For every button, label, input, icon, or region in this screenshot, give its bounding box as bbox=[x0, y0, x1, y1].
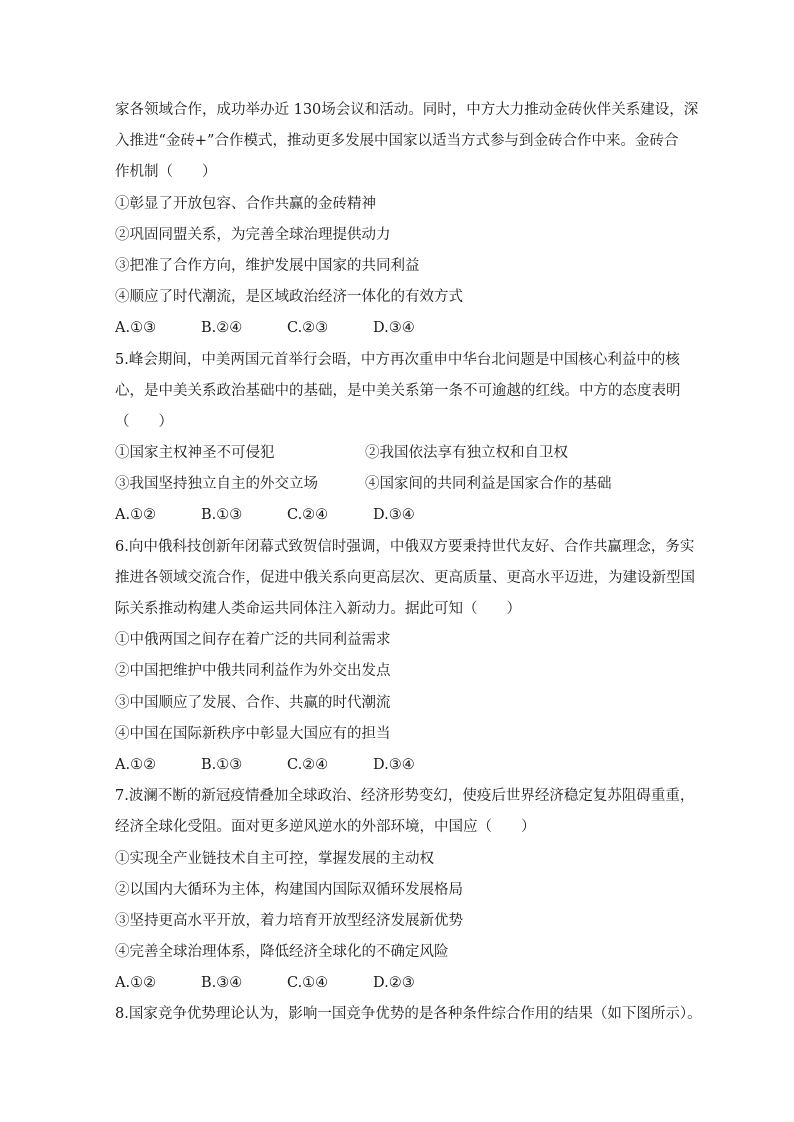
statement-1: ①中俄两国之间存在着广泛的共同利益需求 bbox=[115, 632, 391, 649]
question-6 bbox=[115, 532, 695, 782]
choice-c[interactable]: C.②③ bbox=[287, 320, 329, 337]
statement-3: ③坚持更高水平开放，着力培育开放型经济发展新优势 bbox=[115, 912, 463, 929]
statement-2: ②我国依法享有独立权和自卫权 bbox=[365, 445, 568, 462]
statement-2: ②中国把维护中俄共同利益作为外交出发点 bbox=[115, 663, 391, 680]
question-4 bbox=[115, 95, 699, 345]
question-stem-line: 6.向中俄科技创新年闭幕式致贺信时强调，中俄双方要秉持世代友好、合作共赢理念，务实 bbox=[115, 538, 695, 555]
statement-3: ③把准了合作方向，维护发展中国家的共同利益 bbox=[115, 257, 420, 274]
question-stem-line: 推进各领域交流合作，促进中俄关系向更高层次、更高质量、更高水平迈进，为建设新型国 bbox=[115, 569, 695, 586]
statement-4: ④顺应了时代潮流，是区域政治经济一体化的有效方式 bbox=[115, 289, 463, 306]
question-7 bbox=[115, 781, 695, 999]
statement-3: ③中国顺应了发展、合作、共赢的时代潮流 bbox=[115, 694, 391, 711]
question-stem-line: 7.波澜不断的新冠疫情叠加全球政治、经济形势变幻，使疫后世界经济稳定复苏阻碍重重， bbox=[115, 788, 695, 805]
question-stem-line: 心，是中美关系政治基础中的基础，是中美关系第一条不可逾越的红线。中方的态度表明 bbox=[115, 382, 681, 399]
choice-c[interactable]: C.②④ bbox=[287, 507, 329, 524]
question-stem-line: 入推进“金砖+”合作模式，推动更多发展中国家以适当方式参与到金砖合作中来。金砖合 bbox=[115, 133, 679, 150]
choice-d[interactable]: D.③④ bbox=[373, 756, 415, 773]
question-stem-line: 际关系推动构建人类命运共同体注入新动力。据此可知（ ） bbox=[115, 601, 521, 617]
question-stem-line: 经济全球化受阻。面对更多逆风逆水的外部环境，中国应（ ） bbox=[115, 819, 536, 836]
choice-a[interactable]: A.①② bbox=[115, 507, 157, 524]
choice-c[interactable]: C.②④ bbox=[287, 756, 329, 773]
question-stem-line: 家各领域合作，成功举办近 130场会议和活动。同时，中方大力推动金砖伙伴关系建设，深 bbox=[115, 102, 699, 118]
statement-1: ①彰显了开放包容、合作共赢的金砖精神 bbox=[115, 195, 376, 212]
answer-choices bbox=[115, 750, 685, 781]
choice-b[interactable]: B.①③ bbox=[201, 756, 243, 773]
choice-d[interactable]: D.②③ bbox=[373, 975, 415, 992]
statement-4: ④中国在国际新秩序中彰显大国应有的担当 bbox=[115, 725, 391, 742]
question-5 bbox=[115, 345, 685, 532]
question-8 bbox=[115, 999, 702, 1030]
choice-d[interactable]: D.③④ bbox=[373, 320, 415, 337]
statement-1: ①国家主权神圣不可侵犯 bbox=[115, 445, 275, 462]
choice-a[interactable]: A.①② bbox=[115, 975, 157, 992]
statement-row bbox=[115, 469, 685, 500]
statement-2: ②以国内大循环为主体，构建国内国际双循环发展格局 bbox=[115, 881, 463, 898]
choice-b[interactable]: B.①③ bbox=[201, 507, 243, 524]
question-stem-line: 5.峰会期间，中美两国元首举行会晤，中方再次重申中华台北问题是中国核心利益中的核 bbox=[115, 351, 680, 368]
choice-d[interactable]: D.③④ bbox=[373, 507, 415, 524]
answer-choices bbox=[115, 313, 685, 344]
statement-3: ③我国坚持独立自主的外交立场 bbox=[115, 476, 318, 493]
choice-a[interactable]: A.①② bbox=[115, 756, 157, 773]
exam-page bbox=[115, 95, 702, 1031]
choice-b[interactable]: B.②④ bbox=[201, 320, 243, 337]
statement-4: ④国家间的共同利益是国家合作的基础 bbox=[365, 476, 612, 493]
statement-2: ②巩固同盟关系，为完善全球治理提供动力 bbox=[115, 226, 391, 243]
answer-choices bbox=[115, 500, 685, 531]
choice-a[interactable]: A.①③ bbox=[115, 320, 157, 337]
choice-b[interactable]: B.③④ bbox=[201, 975, 243, 992]
choice-c[interactable]: C.①④ bbox=[287, 975, 329, 992]
answer-choices bbox=[115, 968, 685, 999]
statement-1: ①实现全产业链技术自主可控，掌握发展的主动权 bbox=[115, 850, 434, 867]
statement-4: ④完善全球治理体系，降低经济全球化的不确定风险 bbox=[115, 944, 449, 961]
statement-row bbox=[115, 438, 685, 469]
question-stem-line: 8.国家竞争优势理论认为，影响一国竞争优势的是各种条件综合作用的结果（如下图所示）。 bbox=[115, 1006, 702, 1023]
question-stem-line: 作机制（ ） bbox=[115, 164, 217, 181]
question-stem-line: （ ） bbox=[115, 413, 173, 430]
